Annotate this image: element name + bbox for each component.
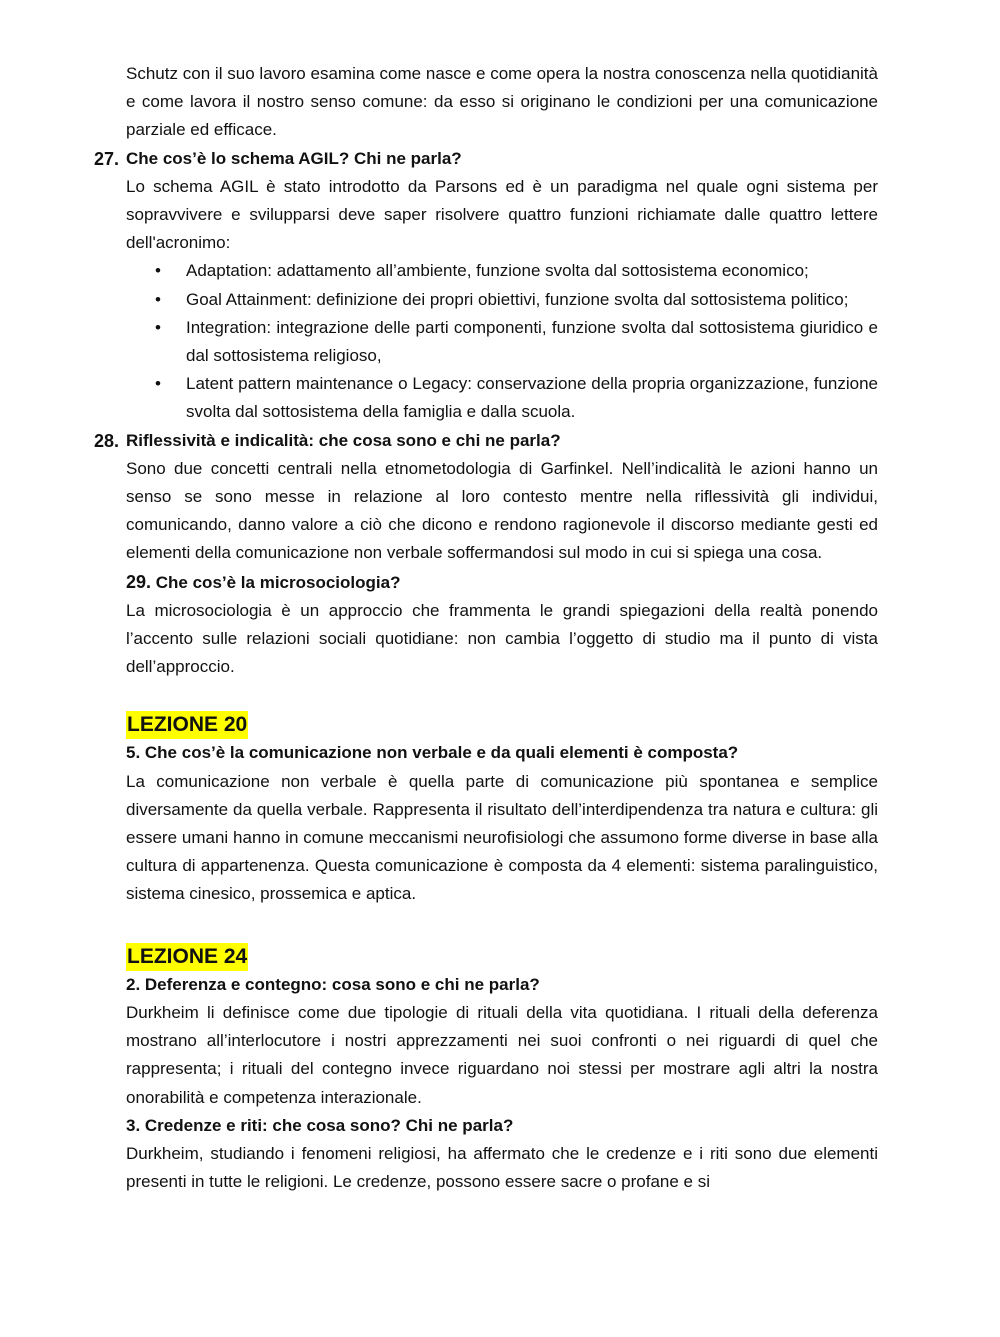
list-item — [155, 286, 878, 314]
question-28-heading — [94, 427, 878, 455]
question-title: Che cos’è la microsociologia? — [155, 572, 401, 592]
list-item-text: Goal Attainment: definizione dei propri obiettivi, funzione svolta dal sottosistema politico; — [186, 289, 849, 309]
answer-2-text: Durkheim li definisce come due tipologie di rituali della vita quotidiana. I rituali della deferenza mostrano all’interlocutore i nostri apprezzamenti nei suoi confronti o nei riguardi di quel che rappresenta; i rituali del contegno invece riguardano noi stessi per mostrare agli altri la nostra onorabilità e competenza interazionale. — [126, 1002, 878, 1107]
question-3-heading: 3. Credenze e riti: che cosa sono? Chi ne parla? — [126, 1115, 514, 1135]
bullet-icon: • — [155, 317, 161, 337]
list-item — [155, 314, 878, 370]
question-29-heading — [126, 568, 878, 597]
question-title: Che cos’è lo schema AGIL? Chi ne parla? — [126, 148, 462, 168]
lesson-20-heading: LEZIONE 20 — [126, 711, 248, 739]
question-title: Riflessività e indicalità: che cosa sono e chi ne parla? — [126, 430, 561, 450]
answer-5-text: La comunicazione non verbale è quella parte di comunicazione più spontanea e semplice diversamente da quella verbale. Rappresenta il risultato dell’interdipendenza tra natura e cultura: gli essere umani hanno in comune meccanismi neurofisiologi che assumono forme diverse in base alla cultura di appartenenza. Questa comunicazione è composta da 4 elementi: sistema paralinguistico, sistema cinesico, prossemica e aptica. — [126, 771, 878, 904]
answer-27-text: Lo schema AGIL è stato introdotto da Parsons ed è un paradigma nel quale ogni sistema per sopravvivere e svilupparsi deve saper risolvere quattro funzioni richiamate dalle quattro lettere dell'acronimo: — [126, 176, 878, 253]
question-number: 28. — [94, 430, 120, 451]
agil-list — [126, 257, 878, 426]
paragraph-schutz: Schutz con il suo lavoro esamina come nasce e come opera la nostra conoscenza nella quotidianità e come lavora il nostro senso comune: da esso si originano le condizioni per una comunicazione parziale ed efficace. — [126, 64, 878, 140]
list-item — [155, 257, 878, 285]
bullet-icon: • — [155, 261, 161, 281]
lesson-24-heading: LEZIONE 24 — [126, 943, 248, 971]
list-item-text: Integration: integrazione delle parti componenti, funzione svolta dal sottosistema giuridico e dal sottosistema religioso, — [186, 317, 878, 366]
question-5-heading: 5. Che cos’è la comunicazione non verbale e da quali elementi è composta? — [126, 743, 739, 763]
question-number: 29. — [126, 571, 152, 592]
question-number: 27. — [94, 148, 120, 169]
bullet-icon: • — [155, 374, 161, 394]
document-page — [94, 60, 878, 1196]
list-item-text: Adaptation: adattamento all’ambiente, funzione svolta dal sottosistema economico; — [186, 261, 809, 281]
answer-29-text: La microsociologia è un approccio che frammenta le grandi spiegazioni della realtà ponendo l’accento sulle relazioni sociali quotidiane: non cambia l’oggetto di studio ma il punto di vista dell’approccio. — [126, 600, 878, 677]
list-item-text: Latent pattern maintenance o Legacy: conservazione della propria organizzazione, funzione svolta dal sottosistema della famiglia e dalla scuola. — [186, 374, 878, 422]
list-item — [155, 370, 878, 426]
bullet-icon: • — [155, 289, 161, 309]
answer-3-text: Durkheim, studiando i fenomeni religiosi, ha affermato che le credenze e i riti sono due elementi presenti in tutte le religioni. Le credenze, possono essere sacre o profane e si — [126, 1143, 878, 1192]
answer-28-text: Sono due concetti centrali nella etnometodologia di Garfinkel. Nell’indicalità le azioni hanno un senso se sono messe in relazione al loro contesto mentre nella riflessività gli individui, comunicando, danno valore a ciò che dicono e rendono ragionevole il discorso mediante gesti ed elementi della comunicazione non verbale soffermandosi sul modo in cui si spiega una cosa. — [126, 458, 878, 563]
question-27-heading — [94, 145, 878, 173]
question-2-heading: 2. Deferenza e contegno: cosa sono e chi ne parla? — [126, 974, 540, 994]
